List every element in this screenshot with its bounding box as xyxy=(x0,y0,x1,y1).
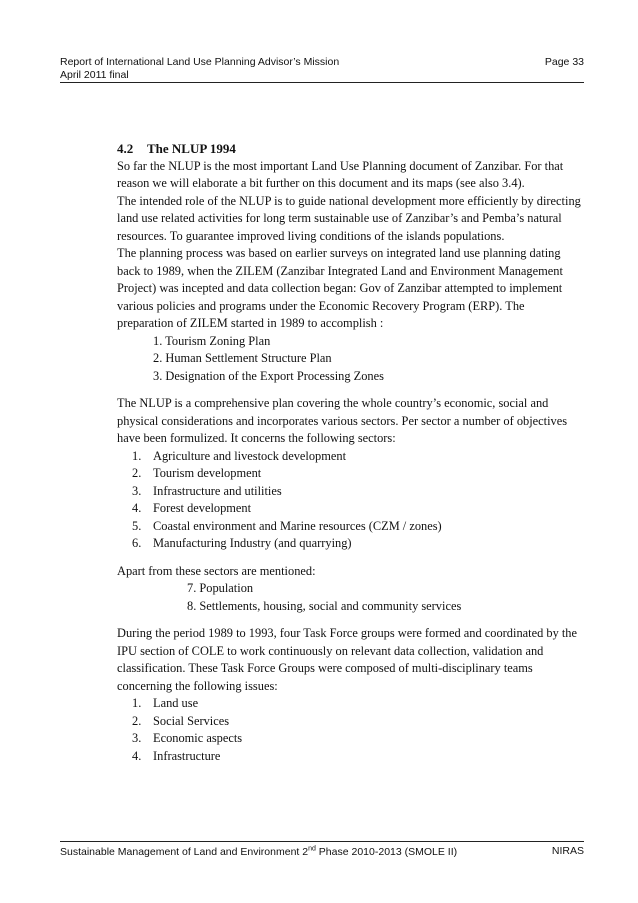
section-number: 4.2 xyxy=(117,141,134,156)
paragraph-6: During the period 1989 to 1993, four Task Force groups were formed and coordinated by the IPU section of COLE to work continuously on relevant data collection, validation and classification. These Task Force Groups were composed of multi-disciplinary teams concerning the following issues: xyxy=(117,626,577,693)
page-number: Page 33 xyxy=(544,56,584,68)
issue-list xyxy=(117,695,582,765)
sector-list xyxy=(117,448,582,553)
list-item: 3. Economic aspects xyxy=(132,731,243,745)
list-item: 4. Infrastructure xyxy=(132,748,221,763)
paragraph-1: So far the NLUP is the most important Land Use Planning document of Zanzibar. For that reason we will elaborate a bit further on this document and its maps (see also 3.4). xyxy=(117,158,564,190)
list-item: 8. Settlements, housing, social and community services xyxy=(187,598,462,613)
paragraph-4: The NLUP is a comprehensive plan covering the whole country’s economic, social and physical considerations and incorporates various sectors. Per sector a number of objectives have been formulized. It concerns the following sectors: xyxy=(117,396,568,445)
list-item: 1. Agriculture and livestock development xyxy=(132,448,347,463)
paragraph-5: Apart from these sectors are mentioned: xyxy=(117,563,316,578)
list-item: 6. Manufacturing Industry (and quarrying) xyxy=(132,536,352,550)
page-footer xyxy=(60,845,584,858)
page-header xyxy=(60,56,584,68)
list-item: 4. Forest development xyxy=(132,501,252,515)
header-divider xyxy=(60,82,584,83)
list-item: 2. Human Settlement Structure Plan xyxy=(153,351,332,365)
extra-sector-list xyxy=(117,580,582,615)
list-item: 7. Population xyxy=(187,581,254,595)
main-content xyxy=(117,140,582,765)
list-item: 3. Infrastructure and utilities xyxy=(132,483,282,498)
list-item: 5. Coastal environment and Marine resources (CZM / zones) xyxy=(132,518,442,533)
list-item: 1. Land use xyxy=(132,696,199,710)
report-title: Report of International Land Use Planning Advisor’s Mission xyxy=(60,56,340,68)
section-title: The NLUP 1994 xyxy=(147,141,236,156)
paragraph-2: The intended role of the NLUP is to guide national development more efficiently by directing land use related activities for long term sustainable use of Zanzibar’s and Pemba’s natural resources. To guarantee improved living conditions of the islands populations. xyxy=(117,193,581,243)
list-item: 2. Tourism development xyxy=(132,466,262,480)
list-item: 2. Social Services xyxy=(132,713,230,728)
report-date: April 2011 final xyxy=(60,69,129,81)
footer-org: NIRAS xyxy=(551,845,584,857)
footer-project: Sustainable Management of Land and Environment 2nd Phase 2010-2013 (SMOLE II) xyxy=(60,845,458,858)
footer-divider xyxy=(60,841,584,842)
section-heading xyxy=(117,140,582,158)
list-item: 1. Tourism Zoning Plan xyxy=(153,333,271,348)
list-item: 3. Designation of the Export Processing Zones xyxy=(153,368,384,383)
paragraph-3: The planning process was based on earlier surveys on integrated land use planning dating back to 1989, when the ZILEM (Zanzibar Integrated Land and Environment Management Project) was incepted and data collection began: Gov of Zanzibar attempted to implement various policies and programs under the Economic Recovery Program (ERP). The preparation of ZILEM started in 1989 to accomplish : xyxy=(117,246,563,330)
zilem-list xyxy=(117,333,582,386)
